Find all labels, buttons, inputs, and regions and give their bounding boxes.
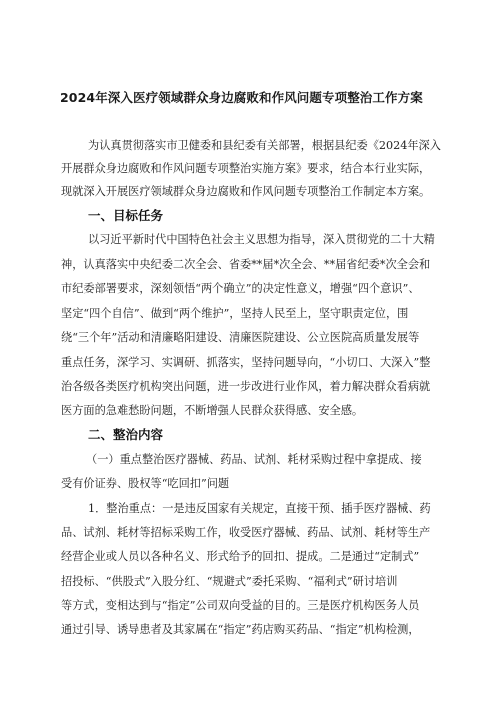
- intro-line: 为认真贯彻落实市卫健委和县纪委有关部署，根据县纪委《2024年深入: [88, 139, 441, 152]
- item-line: 招投标、“供股式”入股分红、“规避式”委托采购、“福利式”研讨培训: [61, 575, 398, 588]
- section-heading-goals: 一、目标任务: [88, 208, 164, 223]
- item-line: 1．整治重点：一是违反国家有关规定，直接干预、插手医疗器械、药: [88, 502, 431, 515]
- document-title: 2024年深入医疗领域群众身边腐败和作风问题专项整治工作方案: [60, 90, 423, 105]
- item-line: 品、试剂、耗材等招标采购工作，收受医疗器械、药品、试剂、耗材等生产: [61, 526, 431, 539]
- subsection-line: （一）重点整治医疗器械、药品、试剂、耗材采购过程中拿提成、接: [86, 453, 422, 466]
- item-line: 通过引导、诱导患者及其家属在“指定”药店购买药品、“指定”机构检测，: [61, 623, 420, 636]
- item-line: 等方式，变相达到与“指定”公司双向受益的目的。三是医疗机构医务人员: [61, 599, 420, 612]
- body-line: 医方面的急难愁盼问题，不断增强人民群众获得感、安全感。: [61, 404, 364, 417]
- item-line: 经营企业或人员以各种名义、形式给予的回扣、提成。二是通过“定制式”: [61, 550, 420, 563]
- body-line: 坚定“四个自信”、做到“两个维护”，坚持人民至上，坚守职责定位，围: [61, 307, 409, 320]
- intro-line: 开展群众身边腐败和作风问题专项整治实施方案》要求，结合本行业实际，: [61, 162, 431, 175]
- body-line: 治各级各类医疗机构突出问题，进一步改进行业作风，着力解决群众看病就: [61, 380, 431, 393]
- subsection-line: 受有价证券、股权等“吃回扣”问题: [61, 477, 230, 490]
- section-heading-content: 二、整治内容: [88, 427, 164, 442]
- body-line: 重点任务，深学习、实调研、抓落实，坚持问题导向，“小切口、大深入”整: [61, 356, 431, 369]
- body-line: 绕“三个年”活动和清廉略阳建设、清廉医院建设、公立医院高质量发展等: [61, 331, 420, 344]
- body-line: 神，认真落实中央纪委二次全会、省委**届*次全会、**届省纪委*次全会和: [61, 258, 431, 271]
- body-line: 市纪委部署要求，深刻领悟“两个确立”的决定性意义，增强“四个意识”、: [61, 282, 420, 295]
- intro-line: 现就深入开展医疗领域群众身边腐败和作风问题专项整治工作制定本方案。: [61, 185, 431, 198]
- body-line: 以习近平新时代中国特色社会主义思想为指导，深入贯彻党的二十大精: [88, 233, 435, 246]
